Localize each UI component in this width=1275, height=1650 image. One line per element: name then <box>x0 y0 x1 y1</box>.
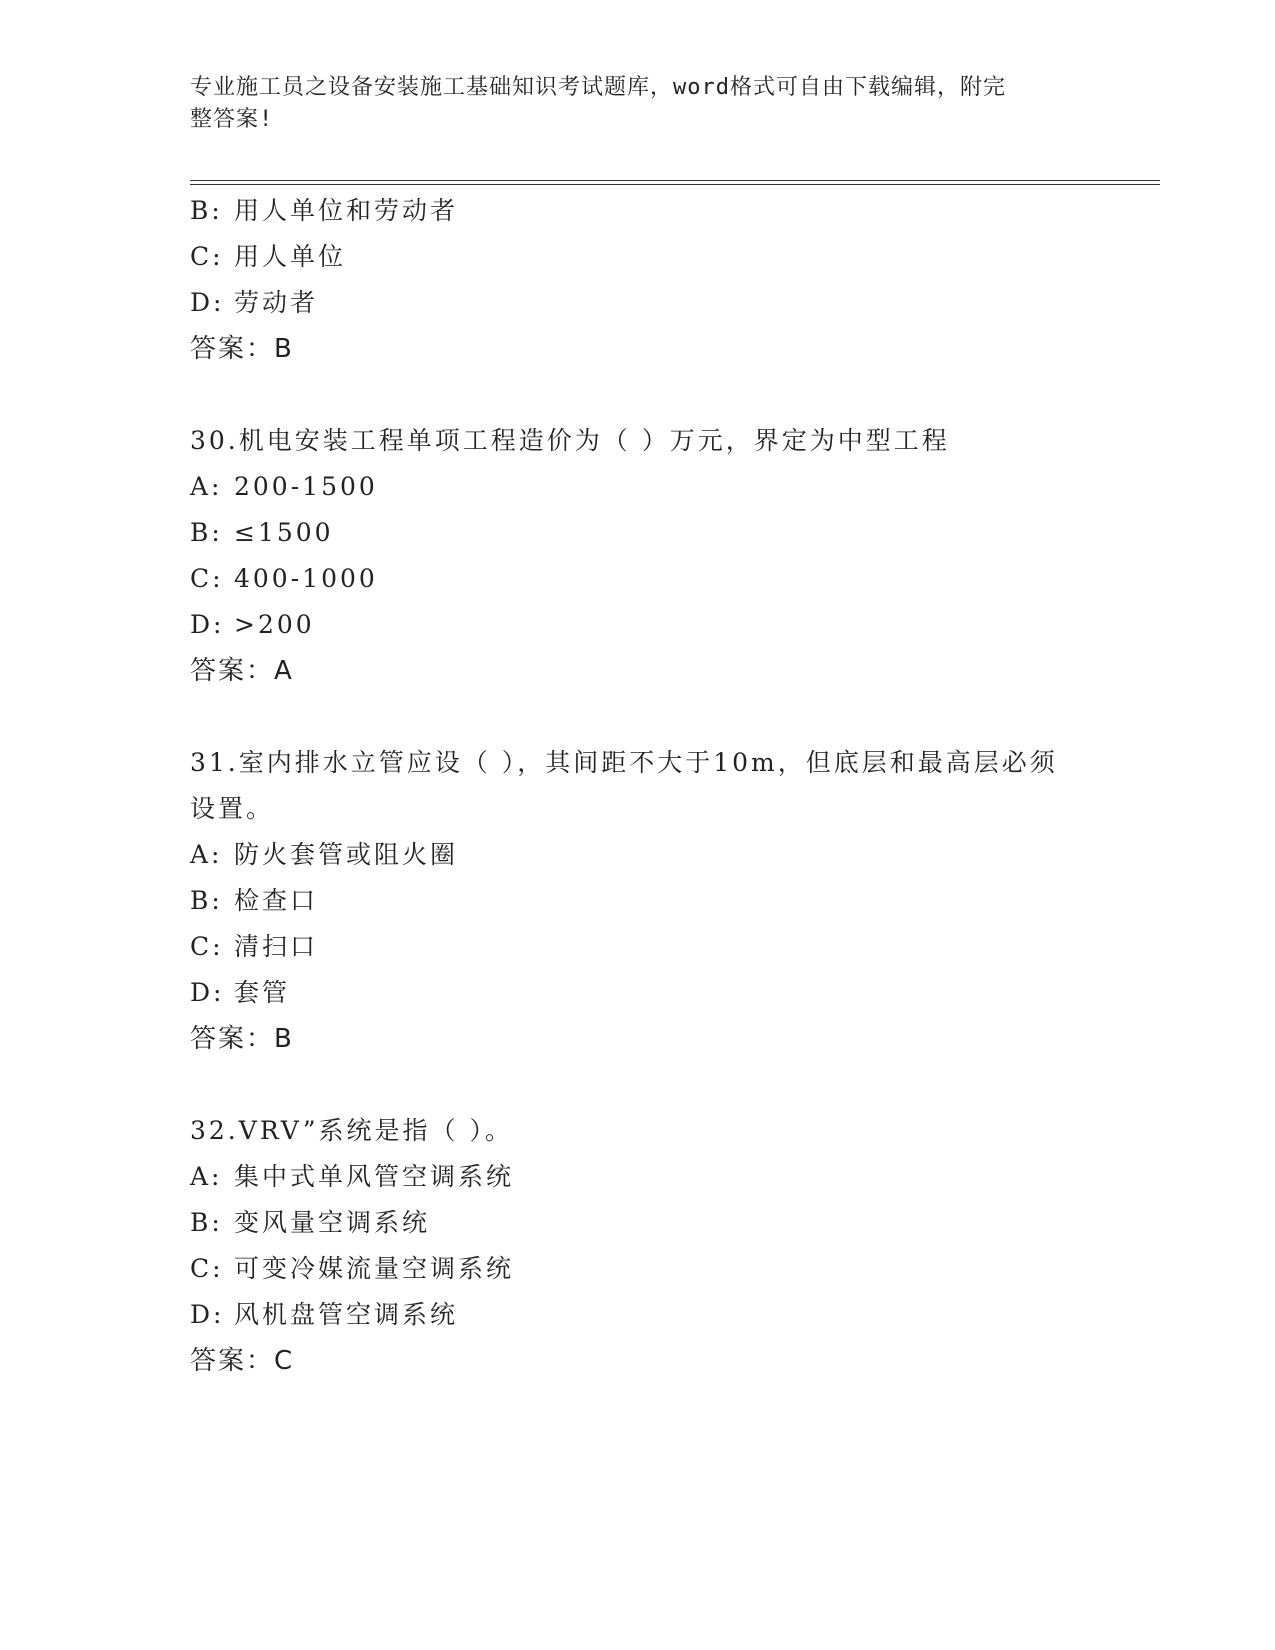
answer-line: 答案：B <box>190 1024 294 1054</box>
option-key: A: <box>190 840 223 869</box>
option-key: A: <box>190 1162 223 1191</box>
option-key: D: <box>190 288 225 317</box>
option-key: A: <box>190 472 223 501</box>
document-header <box>190 72 1070 136</box>
option-text: 集中式单风管空调系统 <box>234 1162 515 1191</box>
option-key: B: <box>190 1208 223 1237</box>
option-text: 200-1500 <box>234 472 378 501</box>
option-line <box>190 188 1150 234</box>
option-line <box>190 878 1150 924</box>
question-content <box>190 188 1150 1384</box>
answer-line: 答案：A <box>190 656 294 686</box>
header-line-1: 专业施工员之设备安装施工基础知识考试题库，word格式可自由下载编辑，附完 <box>190 75 1006 100</box>
option-line <box>190 602 1150 648</box>
option-line <box>190 234 1150 280</box>
option-key: D: <box>190 610 225 639</box>
header-divider-top <box>190 180 1160 181</box>
option-text: >200 <box>234 610 315 639</box>
option-text: 套管 <box>234 978 291 1007</box>
option-key: C: <box>190 932 224 961</box>
question-stem: 32.VRV”系统是指（ ）。 <box>190 1116 513 1145</box>
option-key: B: <box>190 196 223 225</box>
header-line-2: 整答案! <box>190 107 274 132</box>
option-line <box>190 1292 1150 1338</box>
question-stem: 30.机电安装工程单项工程造价为（ ）万元，界定为中型工程 <box>190 426 950 455</box>
option-key: C: <box>190 564 224 593</box>
question-32 <box>190 1108 1150 1384</box>
question-30 <box>190 418 1150 694</box>
option-line <box>190 1246 1150 1292</box>
option-line <box>190 556 1150 602</box>
option-line <box>190 1200 1150 1246</box>
continued-question <box>190 188 1150 372</box>
option-text: 可变冷媒流量空调系统 <box>234 1254 515 1283</box>
option-text: 清扫口 <box>234 932 319 961</box>
option-line <box>190 464 1150 510</box>
option-text: 用人单位和劳动者 <box>234 196 459 225</box>
option-key: D: <box>190 1300 225 1329</box>
option-text: 400-1000 <box>234 564 378 593</box>
answer-line: 答案：B <box>190 334 294 364</box>
option-text: 防火套管或阻火圈 <box>234 840 459 869</box>
option-line <box>190 1154 1150 1200</box>
option-key: C: <box>190 242 224 271</box>
question-31 <box>190 740 1150 1062</box>
option-key: B: <box>190 886 223 915</box>
option-text: 风机盘管空调系统 <box>234 1300 459 1329</box>
option-key: C: <box>190 1254 224 1283</box>
option-key: B: <box>190 518 223 547</box>
answer-line: 答案：C <box>190 1346 295 1376</box>
option-line <box>190 510 1150 556</box>
option-text: ≤1500 <box>234 518 334 547</box>
option-text: 检查口 <box>234 886 319 915</box>
option-text: 劳动者 <box>234 288 319 317</box>
question-stem: 31.室内排水立管应设（ ），其间距不大于10m，但底层和最高层必须 <box>190 748 1058 777</box>
option-line <box>190 280 1150 326</box>
option-text: 变风量空调系统 <box>234 1208 431 1237</box>
option-text: 用人单位 <box>234 242 347 271</box>
option-line <box>190 832 1150 878</box>
option-key: D: <box>190 978 225 1007</box>
question-stem-continued: 设置。 <box>190 794 275 823</box>
option-line <box>190 924 1150 970</box>
header-divider-bottom <box>190 184 1160 185</box>
option-line <box>190 970 1150 1016</box>
